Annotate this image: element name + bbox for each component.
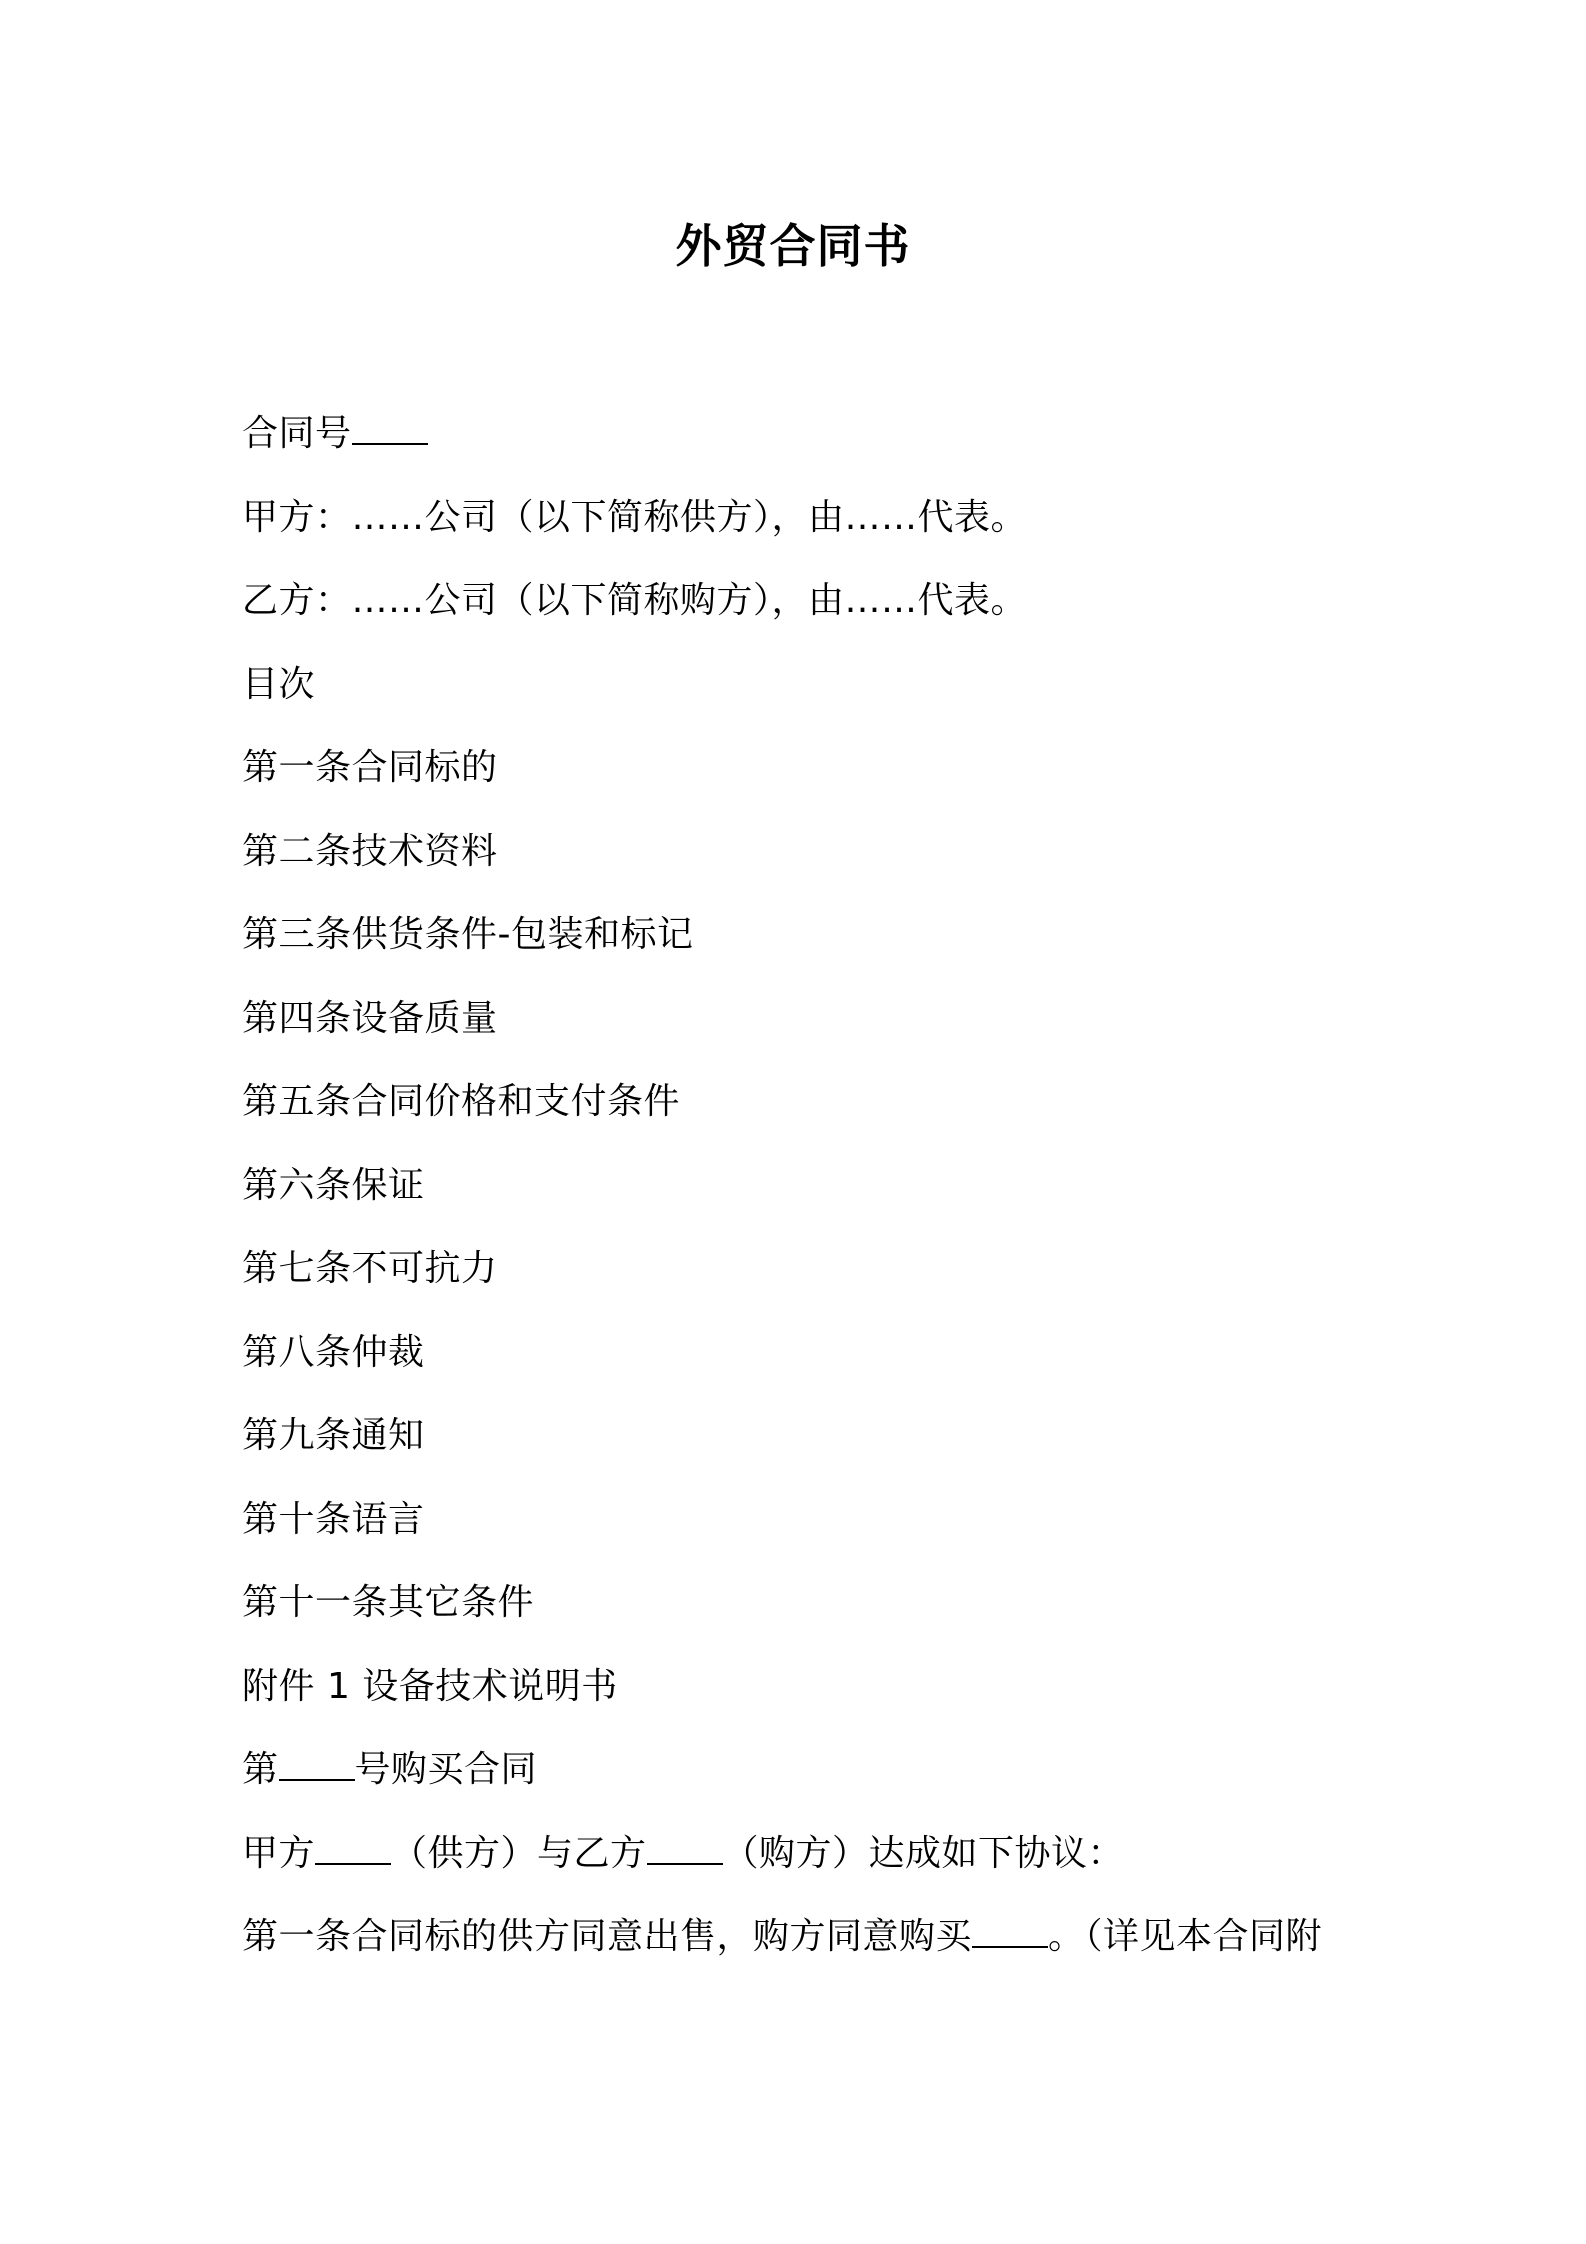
- party-b-blank: [647, 1825, 723, 1865]
- article-1-text-2: 。（详见本合同附: [1048, 1916, 1323, 1957]
- toc-item: 第八条仲裁: [242, 1331, 425, 1373]
- agreement-text-2: （供方）与乙方: [391, 1832, 647, 1874]
- toc-item: 第三条供货条件-包装和标记: [242, 914, 694, 955]
- purchase-contract-prefix: 第: [242, 1749, 279, 1790]
- party-b-line: 乙方：……公司（以下简称购方），由……代表。: [242, 580, 1028, 621]
- purchase-contract-suffix: 号购买合同: [354, 1749, 538, 1790]
- document-body: [242, 404, 1422, 1991]
- toc-item: 第一条合同标的: [242, 747, 498, 788]
- document-title: 外贸合同书: [675, 219, 911, 273]
- toc-item: 附件 1 设备技术说明书: [242, 1665, 618, 1707]
- article-1-goods-blank: [972, 1908, 1048, 1948]
- article-1-line: [242, 1907, 1422, 1991]
- toc-item: 第七条不可抗力: [242, 1248, 498, 1289]
- agreement-line: [242, 1824, 1422, 1908]
- toc-item: 第六条保证: [242, 1164, 425, 1206]
- toc-item: 第九条通知: [242, 1415, 425, 1456]
- toc-item: 第四条设备质量: [242, 997, 498, 1039]
- toc-heading: 目次: [242, 663, 316, 705]
- purchase-contract-number-blank: [279, 1741, 355, 1781]
- party-a-line: 甲方：……公司（以下简称供方），由……代表。: [242, 496, 1028, 538]
- contract-number-blank: [352, 405, 428, 445]
- toc-item: 第五条合同价格和支付条件: [242, 1081, 681, 1122]
- article-1-text-1: 第一条合同标的供方同意出售，购方同意购买: [242, 1916, 973, 1957]
- purchase-contract-line: [242, 1740, 1422, 1824]
- contract-number-line: [242, 404, 1422, 488]
- toc-item: 第十一条其它条件: [242, 1582, 535, 1623]
- toc-item: 第十条语言: [242, 1498, 425, 1540]
- agreement-text-3: （购方）达成如下协议：: [722, 1832, 1125, 1874]
- party-a-blank: [315, 1825, 391, 1865]
- toc-item: 第二条技术资料: [242, 830, 498, 872]
- agreement-text-1: 甲方: [242, 1832, 316, 1874]
- contract-number-label: 合同号: [242, 413, 352, 454]
